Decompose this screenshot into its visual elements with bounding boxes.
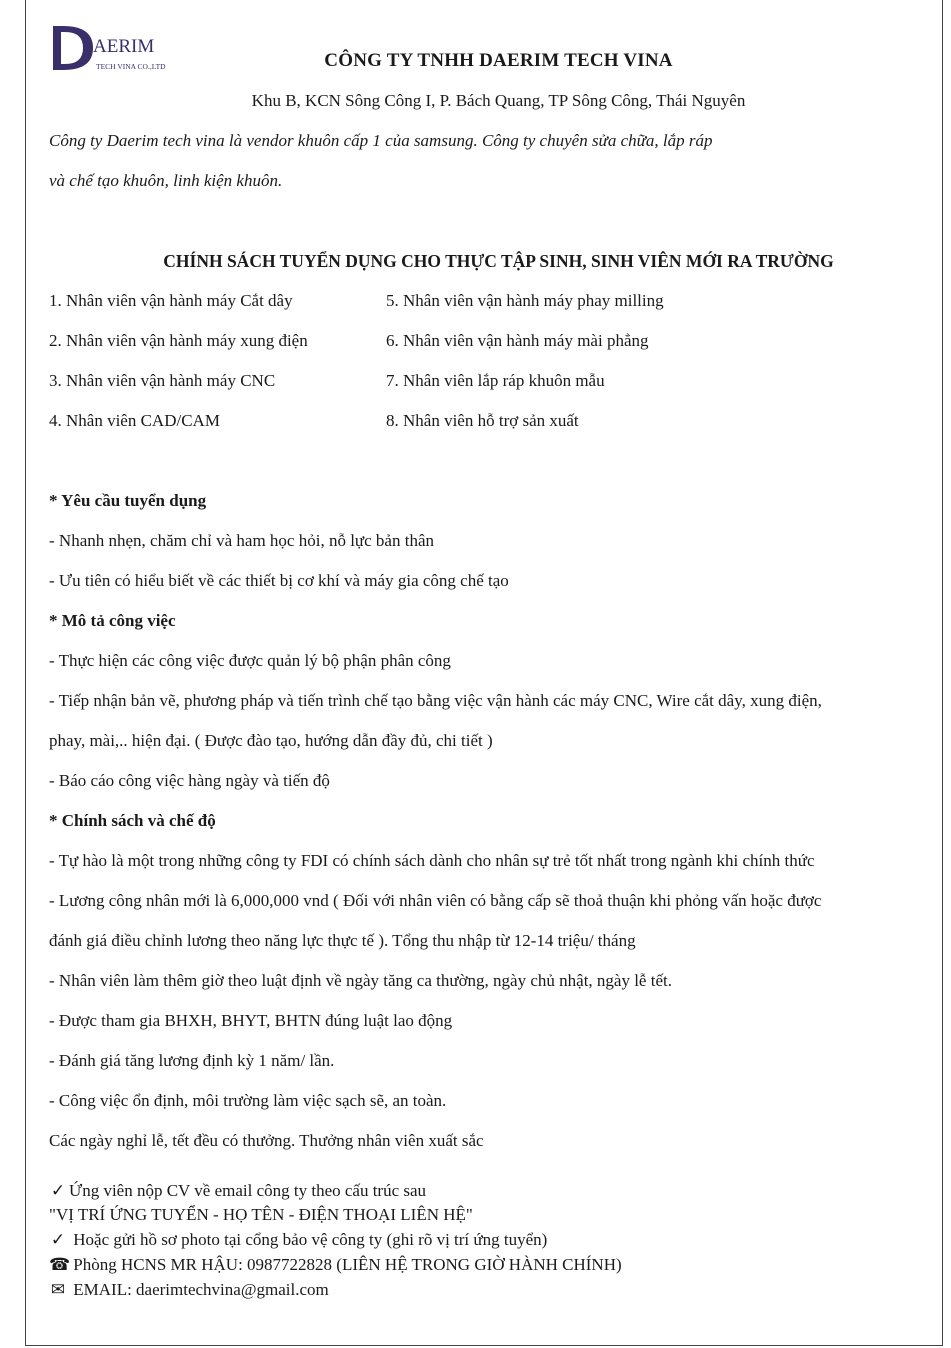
benefit-item: - Tự hào là một trong những công ty FDI có chính sách dành cho nhân sự trẻ tốt nhất trong ngành khi chính thức — [49, 851, 815, 870]
envelope-icon: ✉ — [50, 1280, 66, 1299]
logo-subtitle: TECH VINA CO.,LTD — [96, 62, 166, 71]
benefits-heading: * Chính sách và chế độ — [49, 811, 216, 830]
intro-line-2: và chế tạo khuôn, linh kiện khuôn. — [49, 171, 283, 190]
contact-phone — [49, 1255, 622, 1275]
position-item: 7. Nhân viên lắp ráp khuôn mẫu — [386, 371, 605, 390]
check-icon: ✓ — [50, 1230, 66, 1249]
benefit-item: - Công việc ổn định, môi trường làm việc sạch sẽ, an toàn. — [49, 1091, 447, 1110]
logo-name: AERIM — [93, 36, 155, 57]
check-icon: ✓ — [50, 1181, 66, 1200]
description-heading: * Mô tả công việc — [49, 611, 176, 630]
benefit-item: - Nhân viên làm thêm giờ theo luật định về ngày tăng ca thường, ngày chủ nhật, ngày lễ tết. — [49, 971, 672, 990]
apply-format: "VỊ TRÍ ỨNG TUYỂN - HỌ TÊN - ĐIỆN THOẠI LIÊN HỆ" — [49, 1205, 473, 1224]
requirements-heading: * Yêu cầu tuyển dụng — [49, 491, 207, 510]
description-item: - Thực hiện các công việc được quản lý bộ phận phân công — [49, 651, 451, 670]
description-item: - Tiếp nhận bản vẽ, phương pháp và tiến trình chế tạo bằng việc vận hành các máy CNC, Wire cắt dây, xung điện, — [49, 691, 822, 710]
description-item: phay, mài,.. hiện đại. ( Được đào tạo, hướng dẫn đầy đủ, chi tiết ) — [49, 731, 493, 750]
apply-line-1: Ứng viên nộp CV về email công ty theo cấu trúc sau — [69, 1181, 427, 1200]
position-item: 4. Nhân viên CAD/CAM — [49, 411, 220, 430]
policy-title: CHÍNH SÁCH TUYỂN DỤNG CHO THỰC TẬP SINH, SINH VIÊN MỚI RA TRƯỜNG — [163, 251, 834, 271]
company-title: CÔNG TY TNHH DAERIM TECH VINA — [324, 50, 673, 71]
intro-line-1: Công ty Daerim tech vina là vendor khuôn cấp 1 của samsung. Công ty chuyên sửa chữa, lắp ráp — [49, 131, 713, 150]
position-item: 1. Nhân viên vận hành máy Cắt dây — [49, 291, 293, 310]
position-item: 5. Nhân viên vận hành máy phay milling — [386, 291, 664, 310]
requirement-item: - Ưu tiên có hiểu biết về các thiết bị cơ khí và máy gia công chế tạo — [49, 571, 509, 590]
position-item: 6. Nhân viên vận hành máy mài phẳng — [386, 331, 649, 350]
contact-email — [49, 1280, 329, 1300]
phone-icon: ☎ — [49, 1255, 71, 1274]
benefit-item: - Được tham gia BHXH, BHYT, BHTN đúng luật lao động — [49, 1011, 453, 1030]
position-item: 3. Nhân viên vận hành máy CNC — [49, 371, 276, 390]
requirement-item: - Nhanh nhẹn, chăm chỉ và ham học hỏi, nỗ lực bản thân — [49, 531, 434, 550]
benefit-item: Các ngày nghỉ lễ, tết đều có thưởng. Thưởng nhân viên xuất sắc — [49, 1131, 484, 1150]
benefit-item: đánh giá điều chỉnh lương theo năng lực thực tế ). Tổng thu nhập từ 12-14 triệu/ tháng — [49, 931, 636, 950]
contact-email-text[interactable]: EMAIL: daerimtechvina@gmail.com — [69, 1280, 329, 1299]
company-address: Khu B, KCN Sông Công I, P. Bách Quang, TP Sông Công, Thái Nguyên — [251, 91, 746, 110]
benefit-item: - Đánh giá tăng lương định kỳ 1 năm/ lần. — [49, 1051, 335, 1070]
apply-instruction — [49, 1181, 426, 1201]
apply-alternative — [49, 1230, 547, 1250]
apply-line-3: Hoặc gửi hồ sơ photo tại cổng bảo vệ công ty (ghi rõ vị trí ứng tuyển) — [69, 1230, 548, 1249]
position-item: 8. Nhân viên hỗ trợ sản xuất — [386, 411, 579, 430]
position-item: 2. Nhân viên vận hành máy xung điện — [49, 331, 308, 350]
benefit-item: - Lương công nhân mới là 6,000,000 vnd ( Đối với nhân viên có bằng cấp sẽ thoả thuận khi phỏng vấn hoặc được — [49, 891, 822, 910]
description-item: - Báo cáo công việc hàng ngày và tiến độ — [49, 771, 330, 790]
contact-phone-text[interactable]: Phòng HCNS MR HẬU: 0987722828 (LIÊN HỆ TRONG GIỜ HÀNH CHÍNH) — [69, 1255, 622, 1274]
